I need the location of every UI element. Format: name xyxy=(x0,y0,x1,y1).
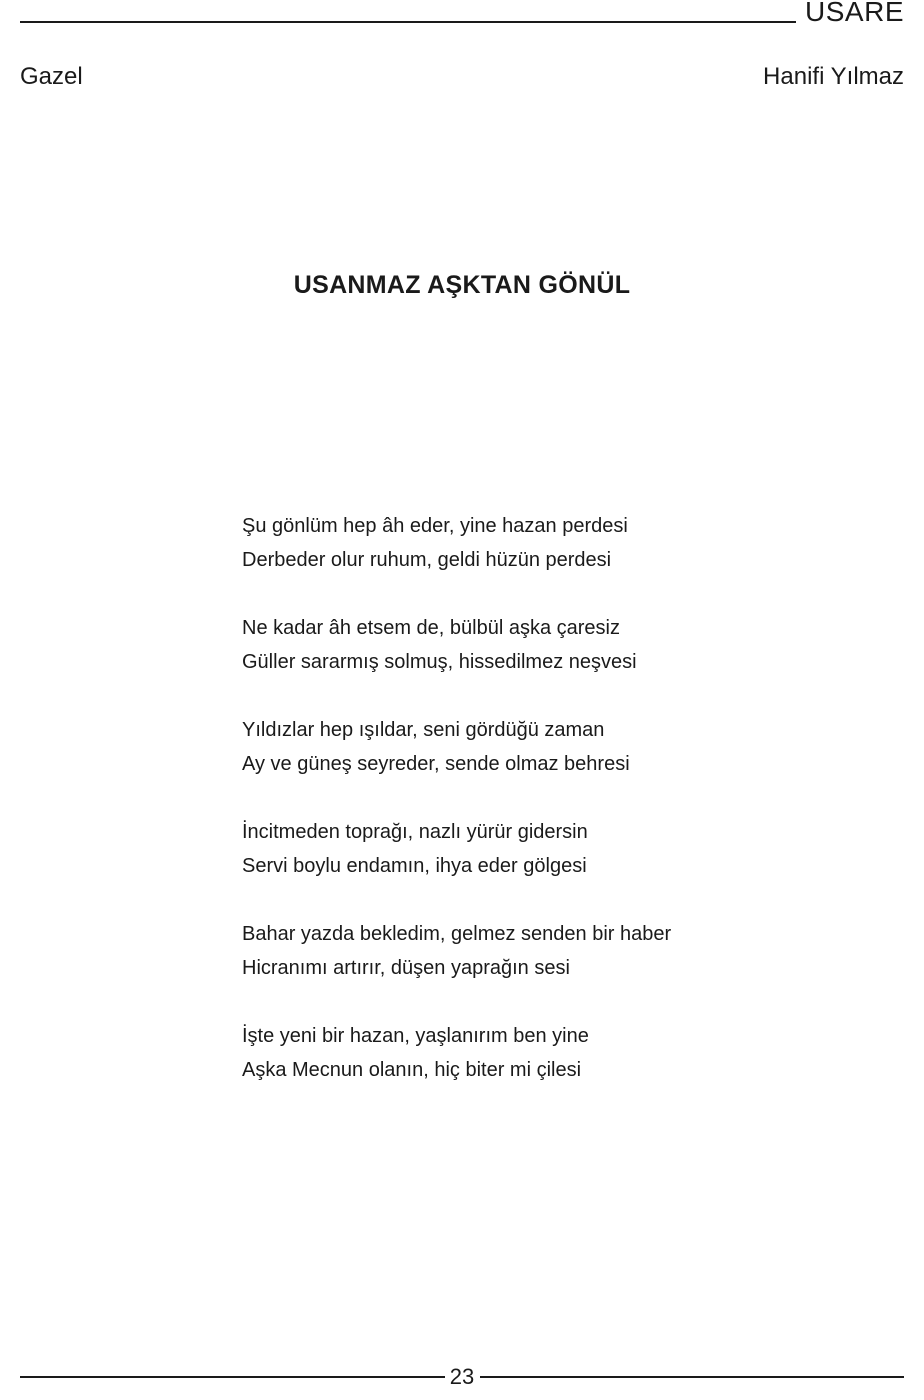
stanza-3 xyxy=(242,713,862,781)
poem-line: Hicranımı artırır, düşen yaprağın sesi xyxy=(242,957,570,979)
poem-line: İncitmeden toprağı, nazlı yürür gidersin xyxy=(242,821,588,843)
poem-line: Derbeder olur ruhum, geldi hüzün perdesi xyxy=(242,549,612,571)
poem-line: Yıldızlar hep ışıldar, seni gördüğü zaman xyxy=(242,719,605,741)
stanza-2 xyxy=(242,611,862,679)
poem-line: Ay ve güneş seyreder, sende olmaz behresi xyxy=(242,753,630,775)
footer-rule-right xyxy=(480,1376,904,1378)
poem-body xyxy=(242,509,862,1121)
poem-title: USANMAZ AŞKTAN GÖNÜL xyxy=(293,271,631,299)
stanza-4 xyxy=(242,815,862,883)
poem-line: Aşka Mecnun olanın, hiç biter mi çilesi xyxy=(242,1059,582,1081)
header-rule xyxy=(20,21,796,23)
poem-line: Bahar yazda bekledim, gelmez senden bir haber xyxy=(242,923,672,945)
poem-line: Güller sararmış solmuş, hissedilmez neşvesi xyxy=(242,651,637,673)
page-number: 23 xyxy=(449,1364,475,1389)
journal-name: USARE xyxy=(805,0,904,27)
author-name: Hanifi Yılmaz xyxy=(763,63,904,90)
poem-line: Şu gönlüm hep âh eder, yine hazan perdesi xyxy=(242,515,628,537)
poem-line: Ne kadar âh etsem de, bülbül aşka çaresiz xyxy=(242,617,620,639)
section-label: Gazel xyxy=(20,63,83,90)
stanza-5 xyxy=(242,917,862,985)
stanza-6 xyxy=(242,1019,862,1087)
poem-line: İşte yeni bir hazan, yaşlanırım ben yine xyxy=(242,1025,589,1047)
poem-line: Servi boylu endamın, ihya eder gölgesi xyxy=(242,855,587,877)
stanza-1 xyxy=(242,509,862,577)
footer-rule-left xyxy=(20,1376,445,1378)
